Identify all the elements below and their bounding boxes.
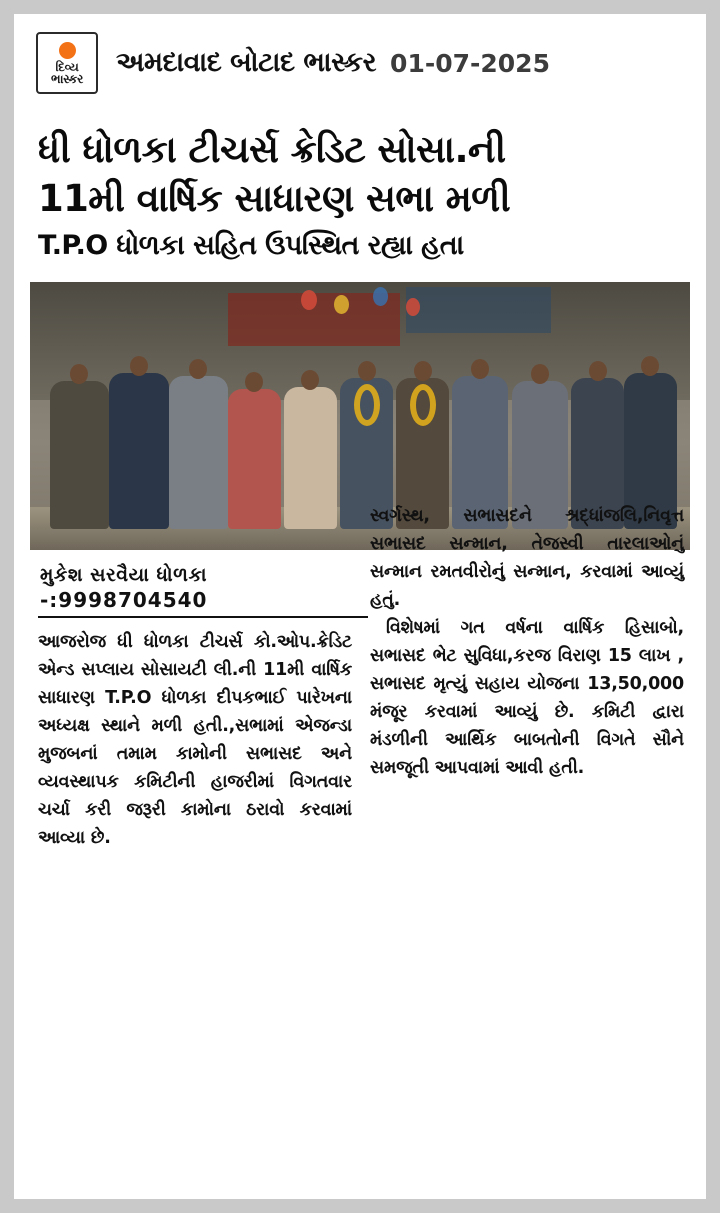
person-head	[531, 364, 549, 384]
photo-banner-right	[406, 287, 551, 333]
person-head	[189, 359, 207, 379]
paragraph: સ્વર્ગસ્થ, સભાસદને શ્રદ્ધાંજલિ,નિવૃત્ત સભાસદ સન્માન, તેજસ્વી તારલાઓનું સન્માન રમતવીરોનું સન્માન, કરવામાં આવ્યું હતું.	[370, 506, 684, 610]
person-head	[471, 359, 489, 379]
divya-bhaskar-logo	[36, 32, 98, 94]
newspaper-sheet	[14, 14, 706, 1199]
logo-line-2: ભાસ્કર	[51, 71, 83, 86]
paragraph: વિશેષમાં ગત વર્ષના વાર્ષિક હિસાબો, સભાસદ ભેટ સુવિધા,કરજ વિરાણ 15 લાખ , સભાસદ મૃત્યું સહાય યોજના 13,50,000 મંજૂર કરવામાં આવ્યું છે. કમિટી દ્વારા મંડળીની આર્થિક બાબતોની વિગતે સૌને સમજૂતી આપવામાં આવી હતી.	[370, 618, 684, 778]
person-head	[70, 364, 88, 384]
reporter-phone: -:9998704540	[40, 588, 208, 612]
headline-line-1: ધી ધોળકા ટીચર્સ ક્રેડિટ સોસા.ની	[38, 128, 506, 171]
headline-line-2: 11મી વાર્ષિક સાધારણ સભા મળી	[38, 177, 511, 220]
edition-title: અમદાવાદ બોટાદ ભાસ્કર	[116, 47, 377, 78]
paragraph: આજરોજ ધી ધોળકા ટીચર્સ કો.ઓપ.ક્રેડિટ એન્ડ સપ્લાય સોસાયટી લી.ની 11મી વાર્ષિક સાધારણ T.P.O ધોળકા દીપકભાઈ પારેખના અધ્યક્ષ સ્થાને મળી હતી.,સભામાં એજન્ડા મુજબનાં તમામ કામોની સભાસદ અને વ્યવસ્થાપક કમિટીની હાજરીમાં વિગતવાર ચર્ચા કરી જરૂરી કામોના ઠરાવો કરવામાં આવ્યા છે.	[38, 632, 352, 848]
person-head	[589, 361, 607, 381]
person-head	[358, 361, 376, 381]
person-3	[169, 376, 228, 529]
person-1	[50, 381, 109, 528]
balloon-1	[301, 290, 317, 310]
article-column-right	[370, 502, 684, 782]
logo-line-1: દિવ્ય	[55, 59, 79, 74]
person-2	[109, 373, 168, 528]
headline-block	[14, 104, 706, 272]
garland-icon	[410, 384, 436, 426]
balloon-2	[334, 295, 349, 314]
person-head	[414, 361, 432, 381]
person-head	[130, 356, 148, 376]
article-column-left	[38, 628, 352, 908]
headline-line-3: T.P.O ધોળકા સહિત ઉપસ્થિત રહ્યા હતા	[38, 230, 464, 261]
person-5	[284, 387, 337, 529]
person-head	[301, 370, 319, 390]
person-head	[245, 372, 263, 392]
person-4	[228, 389, 281, 528]
person-head	[641, 356, 659, 376]
garland-icon	[354, 384, 380, 426]
reporter-name: મુકેશ સરવૈયા ધોળકા	[40, 564, 208, 586]
sun-icon	[59, 42, 76, 59]
masthead	[14, 14, 706, 104]
edition-date: 01-07-2025	[390, 48, 550, 78]
